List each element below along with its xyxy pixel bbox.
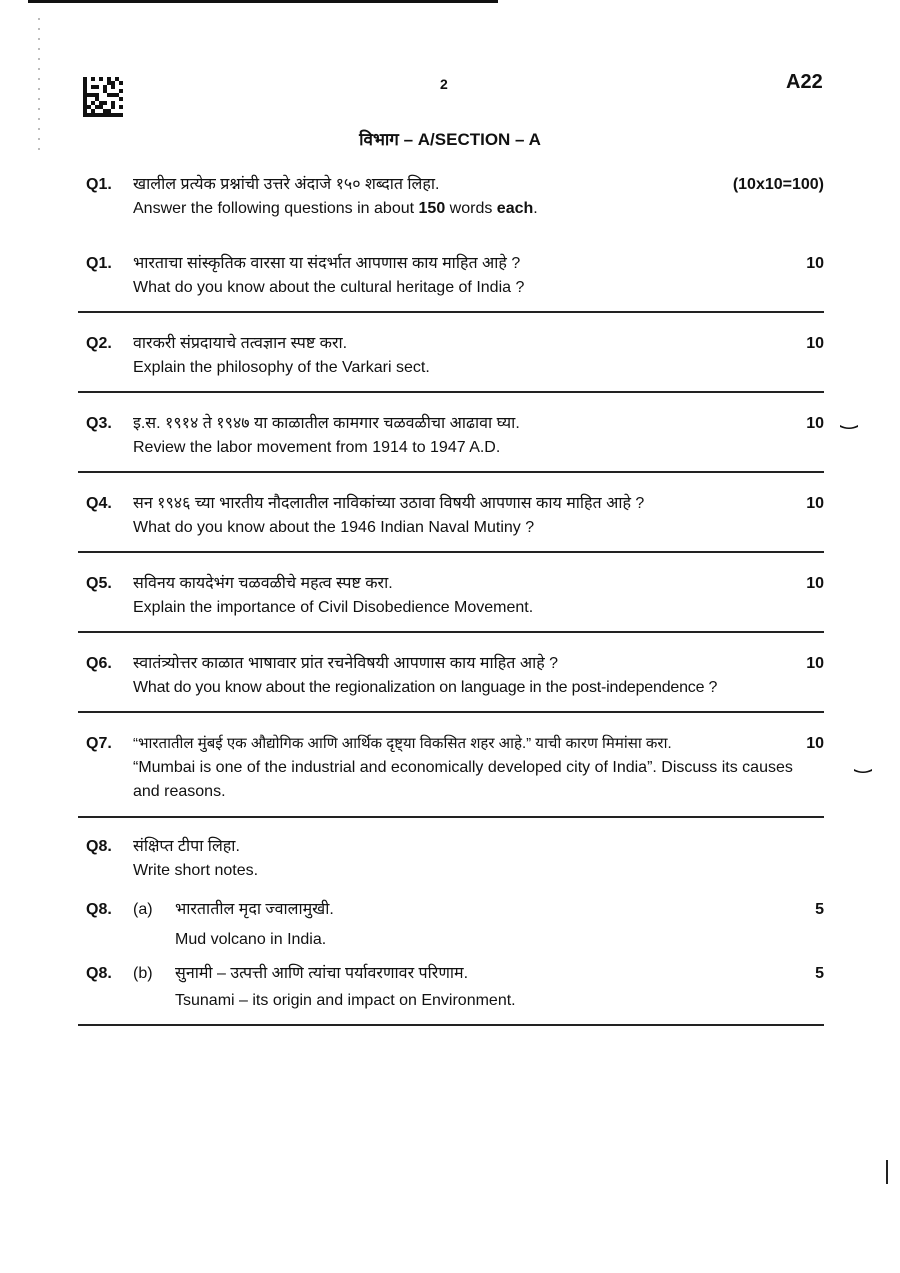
- question-marathi: भारतातील मृदा ज्वालामुखी.: [175, 901, 334, 918]
- question-marathi: संक्षिप्त टीपा लिहा.: [133, 838, 240, 855]
- divider: [78, 391, 824, 393]
- question-marathi: स्वातंत्र्योत्तर काळात भाषावार प्रांत रचनेविषयी आपणास काय माहित आहे ?: [133, 655, 559, 672]
- margin-mark-icon: [840, 424, 858, 430]
- question-marks: 10: [806, 335, 824, 352]
- question-marks: 10: [806, 735, 824, 752]
- question-number: Q7.: [86, 735, 112, 752]
- margin-mark-icon: [854, 768, 872, 774]
- instruction-english: Answer the following questions in about 150 words each.: [133, 200, 538, 217]
- question-marathi: सविनय कायदेभंग चळवळीचे महत्व स्पष्ट करा.: [133, 575, 393, 592]
- question-number: Q5.: [86, 575, 112, 592]
- page-number: 2: [440, 76, 448, 92]
- question-number: Q8.: [86, 965, 112, 982]
- datamatrix-code-icon: [83, 77, 123, 117]
- divider: [78, 816, 824, 818]
- divider: [78, 551, 824, 553]
- question-marathi: वारकरी संप्रदायाचे तत्वज्ञान स्पष्ट करा.: [133, 335, 348, 352]
- divider: [78, 471, 824, 473]
- sub-question-label: (b): [133, 965, 153, 982]
- question-english: Review the labor movement from 1914 to 1947 A.D.: [133, 439, 501, 456]
- question-marks: 10: [806, 415, 824, 432]
- section-title: विभाग – A/SECTION – A: [359, 130, 541, 149]
- question-english: Explain the importance of Civil Disobedience Movement.: [133, 599, 534, 616]
- margin-line: [886, 1160, 888, 1184]
- question-marathi: भारताचा सांस्कृतिक वारसा या संदर्भात आपणास काय माहित आहे ?: [133, 255, 521, 272]
- question-marathi: “भारतातील मुंबई एक औद्योगिक आणि आर्थिक दृष्ट्या विकसित शहर आहे.” याची कारण मिमांसा करा.: [133, 735, 672, 752]
- question-english: Write short notes.: [133, 862, 259, 879]
- question-marks: 10: [806, 575, 824, 592]
- divider: [78, 631, 824, 633]
- total-marks: (10x10=100): [732, 176, 824, 193]
- question-english: Mud volcano in India.: [175, 931, 327, 948]
- sub-question-label: (a): [133, 901, 153, 918]
- question-number: Q3.: [86, 415, 112, 432]
- question-english: What do you know about the cultural heritage of India ?: [133, 279, 525, 296]
- question-marks: 10: [806, 655, 824, 672]
- question-number: Q4.: [86, 495, 112, 512]
- divider: [78, 711, 824, 713]
- question-marks: 5: [815, 901, 824, 918]
- scan-top-edge: [28, 0, 498, 3]
- instruction-marathi: खालील प्रत्येक प्रश्नांची उत्तरे अंदाजे १५० शब्दात लिहा.: [133, 176, 440, 193]
- question-number: Q1.: [86, 176, 112, 193]
- question-marathi: सन १९४६ च्या भारतीय नौदलातील नाविकांच्या उठावा विषयी आपणास काय माहित आहे ?: [133, 495, 645, 512]
- question-english: Tsunami – its origin and impact on Environment.: [175, 992, 516, 1009]
- paper-code: A22: [786, 71, 823, 93]
- question-marks: 10: [806, 495, 824, 512]
- divider: [78, 1024, 824, 1026]
- question-number: Q8.: [86, 838, 112, 855]
- question-marathi: इ.स. १९१४ ते १९४७ या काळातील कामगार चळवळीचा आढावा घ्या.: [133, 415, 520, 432]
- divider: [78, 311, 824, 313]
- question-number: Q1.: [86, 255, 112, 272]
- question-number: Q6.: [86, 655, 112, 672]
- question-english: What do you know about the regionalization on language in the post-independence ?: [133, 679, 718, 696]
- question-english: “Mumbai is one of the industrial and economically developed city of India”. Discuss its causes and reasons.: [133, 759, 793, 800]
- question-marks: 10: [806, 255, 824, 272]
- question-number: Q2.: [86, 335, 112, 352]
- question-marathi: सुनामी – उत्पत्ती आणि त्यांचा पर्यावरणावर परिणाम.: [175, 965, 469, 982]
- question-number: Q8.: [86, 901, 112, 918]
- question-marks: 5: [815, 965, 824, 982]
- question-english: What do you know about the 1946 Indian Naval Mutiny ?: [133, 519, 535, 536]
- question-english: Explain the philosophy of the Varkari sect.: [133, 359, 430, 376]
